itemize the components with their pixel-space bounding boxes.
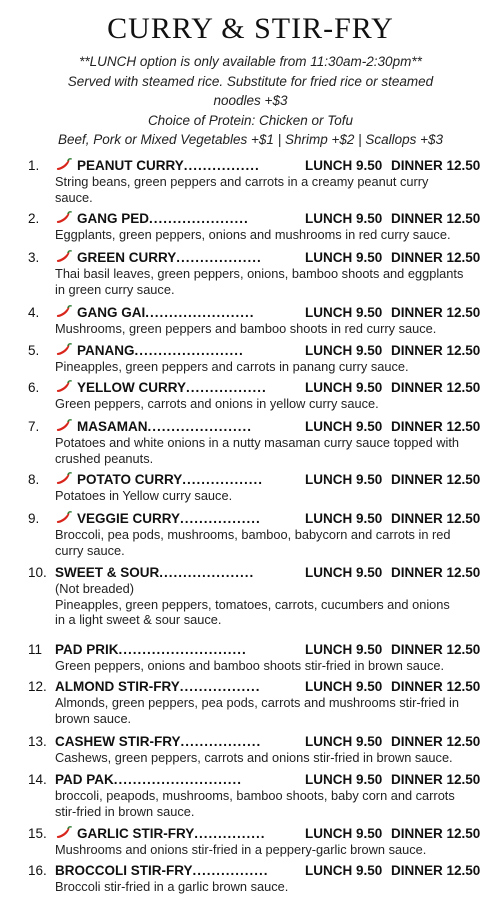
item-description [55,658,485,674]
item-name-line [55,678,300,696]
item-name: PAD PRIK [55,642,119,657]
item-heading [55,379,480,397]
item-name-line [55,342,300,360]
description-line: Broccoli, pea pods, mushrooms, bamboo, babycorn and carrots in red [55,527,451,542]
description-line: curry sauce. [55,542,125,558]
dinner-price: DINNER 12.50 [391,419,480,434]
item-number: 7. [28,419,40,434]
dot-leader: ................. [179,679,261,694]
chili-pepper-icon [55,380,73,394]
lunch-price: LUNCH 9.50 [305,158,383,173]
dinner-price: DINNER 12.50 [391,565,480,580]
chili-pepper-icon [55,472,73,486]
item-number: 5. [28,343,40,358]
item-name-line [55,564,300,582]
dot-leader: ................. [180,734,262,749]
item-number: 3. [28,250,40,265]
dinner-price: DINNER 12.50 [391,511,480,526]
lunch-price: LUNCH 9.50 [305,826,383,841]
intro-line: Beef, Pork or Mixed Vegetables +$1 | Shrimp +$2 | Scallops +$3 [57,132,444,147]
description-line: sauce. [55,189,93,205]
description-line: Broccoli stir-fried in a garlic brown sauce. [55,879,289,894]
dinner-price: DINNER 12.50 [391,679,480,694]
dot-leader: ....................... [134,343,244,358]
chili-pepper-icon [55,343,73,357]
lunch-price: LUNCH 9.50 [305,679,383,694]
item-description [55,321,485,337]
chili-pepper-icon [55,158,73,172]
item-name-line [55,733,300,751]
item-heading [55,825,480,843]
dinner-price: DINNER 12.50 [391,380,480,395]
item-name-line [55,304,300,322]
dinner-price: DINNER 12.50 [391,305,480,320]
description-line: Thai basil leaves, green peppers, onions, bamboo shoots and eggplants [55,266,464,281]
dot-leader: ........................... [113,772,243,787]
description-line: Pineapples, green peppers and carrots in panang curry sauce. [55,359,409,374]
lunch-price: LUNCH 9.50 [305,305,383,320]
dot-leader: ............... [194,826,266,841]
item-description [55,359,485,375]
dot-leader: ................. [180,511,261,526]
description-line: Mushrooms, green peppers and bamboo shoots in red curry sauce. [55,321,437,336]
item-number: 1. [28,158,40,173]
item-number: 6. [28,380,40,395]
item-number: 9. [28,511,40,526]
item-description [55,581,485,628]
item-number: 15. [28,826,47,841]
intro-line: noodles +$3 [213,93,288,108]
chili-pepper-icon [55,305,73,319]
item-name-line [55,379,300,397]
chili-pepper-icon [55,211,73,225]
item-name-line [55,771,300,789]
intro-line: **LUNCH option is only available from 11:30am-2:30pm** [79,54,422,69]
dinner-price: DINNER 12.50 [391,158,480,173]
item-description [55,527,485,558]
item-heading [55,771,480,789]
description-line: Cashews, green peppers, carrots and onions stir-fried in brown sauce. [55,750,453,765]
dinner-price: DINNER 12.50 [391,863,480,878]
item-name-line [55,862,300,880]
dot-leader: ..................... [149,211,249,226]
dot-leader: ................. [182,472,264,487]
item-heading [55,510,480,528]
item-number: 12. [28,679,47,694]
item-name-line [55,471,300,489]
item-name-line [55,418,300,436]
dot-leader: ................ [192,863,269,878]
lunch-price: LUNCH 9.50 [305,472,383,487]
description-line: Almonds, green peppers, pea pods, carrots and mushrooms stir-fried in [55,695,460,710]
chili-pepper-icon [55,511,73,525]
chili-pepper-icon [55,826,73,840]
item-heading [55,564,480,582]
page-title: CURRY & STIR-FRY [107,12,394,45]
description-line: Green peppers, carrots and onions in yellow curry sauce. [55,396,379,411]
description-line: crushed peanuts. [55,450,154,466]
item-name: PEANUT CURRY [77,158,184,173]
item-name-line [55,641,300,659]
item-name: GARLIC STIR-FRY [77,826,195,841]
lunch-price: LUNCH 9.50 [305,511,383,526]
lunch-price: LUNCH 9.50 [305,380,383,395]
item-name-line [55,210,300,228]
description-line: Potatoes in Yellow curry sauce. [55,488,233,503]
lunch-price: LUNCH 9.50 [305,343,383,358]
dot-leader: ....................... [145,305,255,320]
item-heading [55,210,480,228]
item-name: PANANG [77,343,135,358]
dot-leader: .................. [176,250,262,265]
item-heading [55,733,480,751]
item-heading [55,641,480,659]
lunch-price: LUNCH 9.50 [305,565,383,580]
dot-leader: ...................... [147,419,253,434]
item-description [55,488,485,504]
item-description [55,842,485,858]
chili-pepper-icon [55,250,73,264]
item-name: YELLOW CURRY [77,380,186,395]
item-name: GANG GAI [77,305,146,320]
description-line: Potatoes and white onions in a nutty masaman curry sauce topped with [55,435,460,450]
item-name-line [55,510,300,528]
item-heading [55,862,480,880]
item-name: GREEN CURRY [77,250,177,265]
item-heading [55,418,480,436]
item-number: 8. [28,472,40,487]
item-name: MASAMAN [77,419,148,434]
item-description [55,788,485,819]
item-description [55,227,485,243]
item-name: GANG PED [77,211,150,226]
item-number: 4. [28,305,40,320]
description-line: Mushrooms and onions stir-fried in a peppery-garlic brown sauce. [55,842,427,857]
dot-leader: ........................... [118,642,247,657]
lunch-price: LUNCH 9.50 [305,642,383,657]
menu-intro [0,52,501,150]
item-description [55,396,485,412]
item-number: 13. [28,734,47,749]
item-name: PAD PAK [55,772,114,787]
item-number: 14. [28,772,47,787]
description-line: Eggplants, green peppers, onions and mushrooms in red curry sauce. [55,227,451,242]
item-number: 2. [28,211,40,226]
description-line: in a light sweet & sour sauce. [55,612,222,627]
item-description [55,695,485,726]
description-line: in green curry sauce. [55,281,175,297]
description-line: Pineapples, green peppers, tomatoes, carrots, cucumbers and onions [55,596,450,612]
intro-line: Choice of Protein: Chicken or Tofu [147,112,354,128]
item-heading [55,249,480,267]
description-line: (Not breaded) [55,581,134,596]
item-name-line [55,249,300,267]
lunch-price: LUNCH 9.50 [305,419,383,434]
dinner-price: DINNER 12.50 [391,642,480,657]
lunch-price: LUNCH 9.50 [305,772,383,787]
item-name: BROCCOLI STIR-FRY [55,863,193,878]
item-description [55,435,485,466]
item-name: CASHEW STIR-FRY [55,734,181,749]
item-description [55,750,485,766]
item-name: SWEET & SOUR [55,565,160,580]
dinner-price: DINNER 12.50 [391,734,480,749]
lunch-price: LUNCH 9.50 [305,734,383,749]
intro-line: Served with steamed rice. Substitute for fried rice or steamed [67,73,434,89]
lunch-price: LUNCH 9.50 [305,211,383,226]
item-description [55,174,485,205]
chili-pepper-icon [55,419,73,433]
dinner-price: DINNER 12.50 [391,772,480,787]
item-name-line [55,157,300,175]
dot-leader: ................. [186,380,267,395]
lunch-price: LUNCH 9.50 [305,250,383,265]
dinner-price: DINNER 12.50 [391,826,480,841]
description-line: String beans, green peppers and carrots in a creamy peanut curry [55,174,429,189]
item-heading [55,471,480,489]
item-heading [55,342,480,360]
item-number: 10. [28,565,47,580]
item-heading [55,678,480,696]
item-heading [55,304,480,322]
item-name: VEGGIE CURRY [77,511,181,526]
description-line: stir-fried in brown sauce. [55,803,195,819]
dinner-price: DINNER 12.50 [391,343,480,358]
item-description [55,266,485,297]
dot-leader: ................ [183,158,260,173]
dinner-price: DINNER 12.50 [391,211,480,226]
item-heading [55,157,480,175]
item-description [55,879,485,895]
item-name: POTATO CURRY [77,472,183,487]
description-line: brown sauce. [55,710,132,726]
item-name-line [55,825,300,843]
item-name: ALMOND STIR-FRY [55,679,180,694]
lunch-price: LUNCH 9.50 [305,863,383,878]
dinner-price: DINNER 12.50 [391,250,480,265]
item-number: 16. [28,863,47,878]
description-line: Green peppers, onions and bamboo shoots stir-fried in brown sauce. [55,658,445,673]
dinner-price: DINNER 12.50 [391,472,480,487]
dot-leader: .................... [159,565,255,580]
item-number: 11 [28,642,43,657]
description-line: broccoli, peapods, mushrooms, bamboo shoots, baby corn and carrots [55,788,455,803]
